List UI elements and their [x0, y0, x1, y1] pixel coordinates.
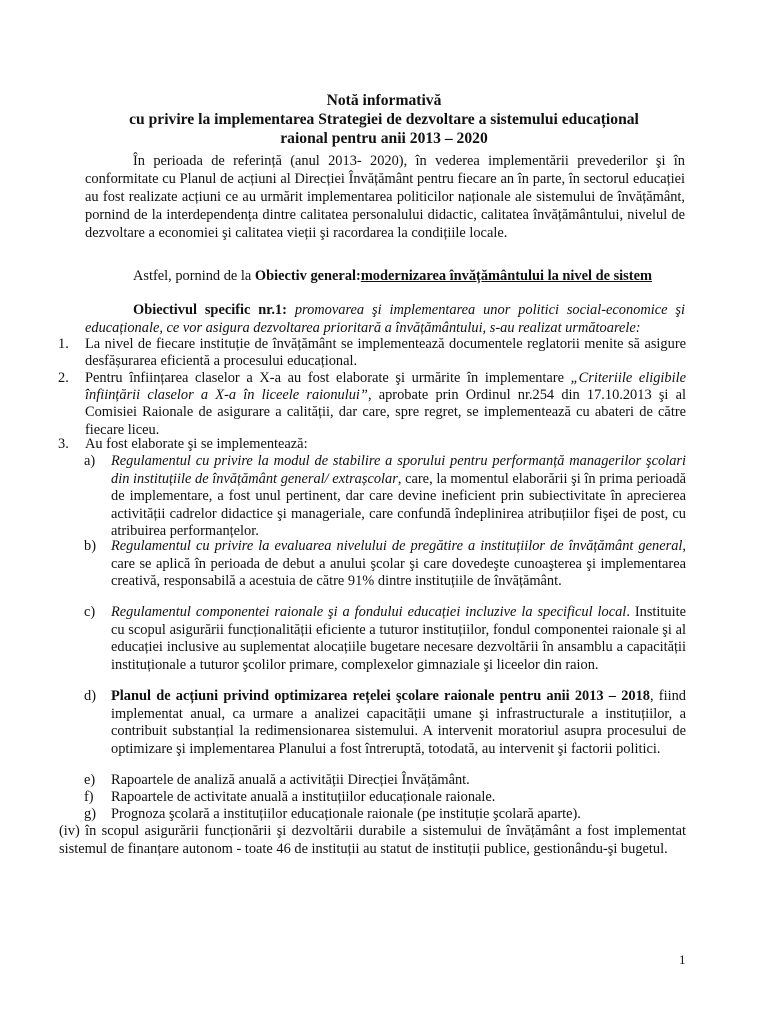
list-item-text-before: Pentru înființarea claselor a X-a au fost elaborate şi urmărite în implementare [85, 370, 571, 386]
sub-item-label: e) [84, 772, 96, 788]
sub-item-title: Regulamentul cu privire la evaluarea nivelului de pregătire a instituțiilor de învățământ general [111, 538, 683, 554]
specific-objective-paragraph [85, 301, 685, 337]
sub-item-title: Regulamentul componentei raionale şi a fondului educației incluzive la specificul local [111, 604, 627, 620]
sub-item-text: , fiind implementat anual, ca urmare a analizei capacității umane şi infrastructurale a instituțiilor, a contribuit substanțial la redimensionarea sistemului. A intervenit moratoriul asupra procesului de optimizare şi implementarea Planului a fost întreruptă, totodată, au intervenit şi factorii politici. [111, 688, 686, 757]
page-number: 1 [679, 952, 686, 967]
sub-item-b [84, 538, 686, 591]
specific-objective-text: promovarea şi implementarea unor politici social-economice şi educaționale, ce vor asigura dezvoltarea prioritară a învățământului, s-au realizat următoarele: [85, 302, 685, 337]
list-item-number: 1. [58, 336, 69, 352]
document-subtitle-line-2: raional pentru anii 2013 – 2020 [280, 130, 488, 147]
sub-item-g [84, 806, 686, 824]
sub-item-e [84, 772, 686, 790]
list-item-criteria: „Criteriile eligibile înființării claselor a X-a în liceele raionului” [85, 370, 687, 404]
sub-item-title: Planul de acțiuni privind optimizarea rețelei şcolare raionale pentru anii 2013 – 2018 [111, 688, 650, 704]
sub-item-d [84, 688, 686, 758]
list-item-2 [58, 370, 687, 439]
sub-item-label: b) [84, 538, 96, 554]
sub-item-label: d) [84, 688, 96, 704]
sub-item-c [84, 604, 687, 674]
sub-item-text: Prognoza şcolară a instituțiilor educaționale raionale (pe instituție şcolară aparte). [111, 806, 581, 822]
sub-item-text: , care, la momentul elaborării şi în prima perioadă de implementare, a fost unul pertinent, dar care devine ineficient prin subiectivitate în aprecierea activității cadrelor didactice şi manageriale, care confundă îndeplinirea atribuțiilor fişei de post, cu atribuirea performanțelor. [111, 470, 687, 539]
document-subtitle-line-1: cu privire la implementarea Strategiei de dezvoltare a sistemului educațional [129, 111, 639, 128]
sub-item-text: Rapoartele de analiză anuală a activității Direcției Învățământ. [111, 772, 470, 788]
sub-item-label: c) [84, 604, 96, 620]
sub-item-label: g) [84, 806, 96, 822]
document-title-block [0, 91, 768, 148]
list-item-number: 3. [58, 436, 69, 452]
sub-item-text: , care se aplică în perioada de debut a anului şcolar şi care dovedeşte cunoaşterea şi implementarea creativă, responsabilă a acestuia de către 91% dintre instituțiile de învățământ. [111, 538, 686, 589]
sub-item-text: . Instituite cu scopul asigurării funcționalității eficiente a tuturor instituțiilor, fondul componentei raionale şi al educației inclusive au suplementat alocațiile bugetare necesare dezvoltării în ansamblu a capacității instituționale a tuturor şcolilor primare, complexelor gimnaziale şi liceelor din raion. [111, 604, 687, 673]
general-objective-text: modernizarea învățământului la nivel de sistem [360, 268, 652, 284]
general-objective-label: Obiectiv general: [254, 268, 361, 284]
sub-item-a [84, 453, 687, 541]
list-item-text-after: , aprobate prin Ordinul nr.254 din 17.10.2013 şi al Comisiei Raionale de asigurare a calității, dar care, spre regret, se implementează cu abateri de către fiecare liceu. [85, 387, 686, 438]
sub-item-label: a) [84, 453, 96, 469]
sub-item-f [84, 789, 686, 807]
general-objective-paragraph [85, 267, 685, 285]
document-title: Notă informativă [326, 92, 442, 109]
intro-paragraph: În perioada de referință (anul 2013- 2020), în vederea implementării prevederilor şi în conformitate cu Planul de acțiuni al Direcției Învățământ pentru fiecare an în parte, în sectorul educației au fost realizate acțiuni ce au urmărit implementarea politicilor naționale ale sistemului de învățământ, pornind de la interdependența dintre calitatea personalului didactic, calitatea învățământului, nivelul de dezvoltare a economiei şi calitatea vieții şi racordarea la condițiile locale. [85, 153, 685, 242]
sub-item-text: Rapoartele de activitate anuală a instituțiilor educaționale raionale. [111, 789, 496, 805]
list-item-text: Au fost elaborate şi se implementează: [85, 436, 308, 452]
specific-objective-label: Obiectivul specific nr.1: [133, 302, 287, 318]
list-item-3 [58, 436, 686, 453]
closing-paragraph: (iv) în scopul asigurării funcționării şi dezvoltării durabile a sistemului de învățământ a fost implementat sistemul de finanțare autonom - toate 46 de instituții au statut de instituții publice, gestionându-şi bugetul. [59, 823, 686, 857]
sub-item-title: Regulamentul cu privire la modul de stabilire a sporului pentru performanță managerilor şcolari din instituțiile de învățământ general/ extrașcolar [111, 453, 686, 487]
list-item-number: 2. [58, 370, 69, 386]
sub-item-label: f) [84, 789, 94, 805]
general-objective-lead: Astfel, pornind de la [133, 268, 255, 284]
list-item-text: La nivel de fiecare instituție de învățământ se implementează documentele reglatorii menite să asigure desfășurarea eficientă a procesului educațional. [85, 336, 686, 370]
list-item-1 [58, 336, 686, 370]
